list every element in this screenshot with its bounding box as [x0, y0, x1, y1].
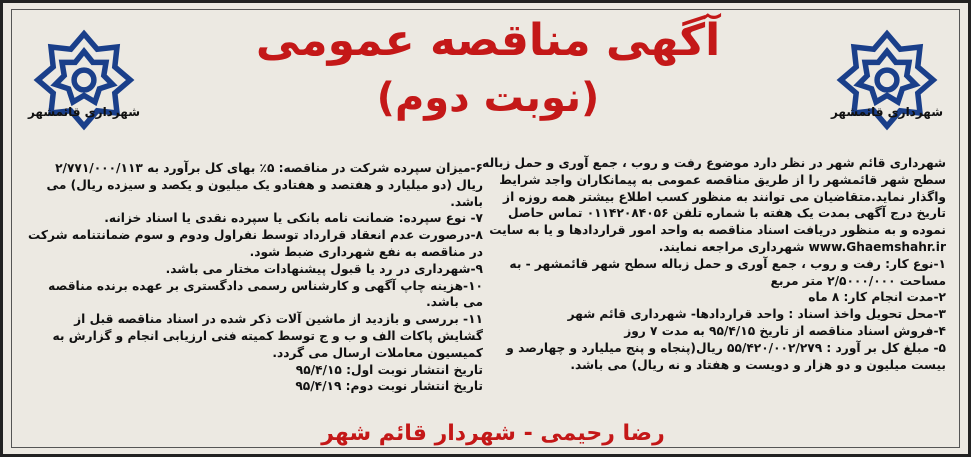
item-duration: ۲-مدت انجام کار: ۸ ماه — [808, 290, 946, 305]
item-right-to-reject: ۹-شهرداری در رد یا قبول پیشنهادات مختار می باشد. — [165, 261, 483, 276]
right-column — [474, 155, 946, 373]
left-column — [25, 160, 483, 395]
publish-date-second: تاریخ انتشار نوبت دوم: ۹۵/۴/۱۹ — [295, 379, 483, 394]
intro-paragraph: شهرداری قائم شهر در نظر دارد موضوع رفت و روب ، جمع آوری و حمل زباله سطح شهر قائمشهر را از طریق مناقصه عمومی به پیمانکاران واجد شرایط واگذار نماید.متقاضیان می توانند به منظور کسب اطلاع بیشتر همه روزه از تاریخ درج آگهی بمدت یک هفته با شماره تلفن ۰۱۱۴۲۰۸۴۰۵۶ تماس حاصل نموده و به منظور دریافت اسناد مناقصه به واحد امور قراردادها و یا به سایت www.Ghaemshahr.ir شهرداری مراجعه نمایند. — [482, 156, 946, 254]
notice-subtitle: (نوبت دوم) — [376, 75, 600, 121]
item-forfeit: ۸-درصورت عدم انعقاد قرارداد توسط نفراول ودوم و سوم ضمانتنامه شرکت در مناقصه به نفع شهرداری ضبط شود. — [28, 228, 483, 259]
mayor-signature: رضا رحیمی - شهردار قائم شهر — [321, 421, 665, 446]
item-total-estimate: ۵- مبلغ کل بر آورد : ۵۵/۴۲۰/۰۰۲/۲۷۹ ریال(پنجاه و پنج میلیارد و چهارصد و بیست میلیون و دو هزار و دویست و هفتاد و نه ریال) می باشد. — [506, 340, 946, 372]
notice-title: آگهی مناقصه عمومی — [255, 15, 721, 66]
item-document-location: ۳-محل تحویل واخذ اسناد : واحد قراردادها- شهرداری قائم شهر — [567, 307, 946, 322]
item-document-sale: ۴-فروش اسناد مناقصه از تاریخ ۹۵/۴/۱۵ به مدت ۷ روز — [624, 323, 946, 338]
publish-date-first: تاریخ انتشار نوبت اول: ۹۵/۴/۱۵ — [295, 362, 483, 377]
item-inspection: ۱۱- بررسی و بازدید از ماشین آلات ذکر شده در اسناد مناقصه قبل از گشایش پاکات الف و ب و ج توسط کمیته فنی ارزیابی انجام و گزارش به کمیسیون معاملات ارسال می گردد. — [52, 312, 483, 360]
logo-caption-left: شهرداری قائمشهر — [27, 105, 141, 119]
item-work-type: ۱-نوع کار: رفت و روب ، جمع آوری و حمل زباله سطح شهر قائمشهر - به مساحت ۲/۵۰۰۰/۰۰۰ متر مربع — [509, 256, 946, 288]
item-deposit-amount: ۶-میزان سپرده شرکت در مناقصه: ۵٪ بهای کل برآورد به ۲/۷۷۱/۰۰۰/۱۱۳ ریال (دو میلیارد و هفتصد و هفتادو یک میلیون و یکصد و سیزده ریال) می باشد. — [46, 161, 483, 209]
item-costs: ۱۰-هزینه چاپ آگهی و کارشناس رسمی دادگستری بر عهده برنده مناقصه می باشد. — [48, 278, 483, 310]
logo-caption-right: شهرداری قائمشهر — [830, 105, 944, 119]
item-deposit-type: ۷- نوع سپرده: ضمانت نامه بانکی یا سپرده نقدی یا اسناد خزانه. — [104, 211, 483, 226]
